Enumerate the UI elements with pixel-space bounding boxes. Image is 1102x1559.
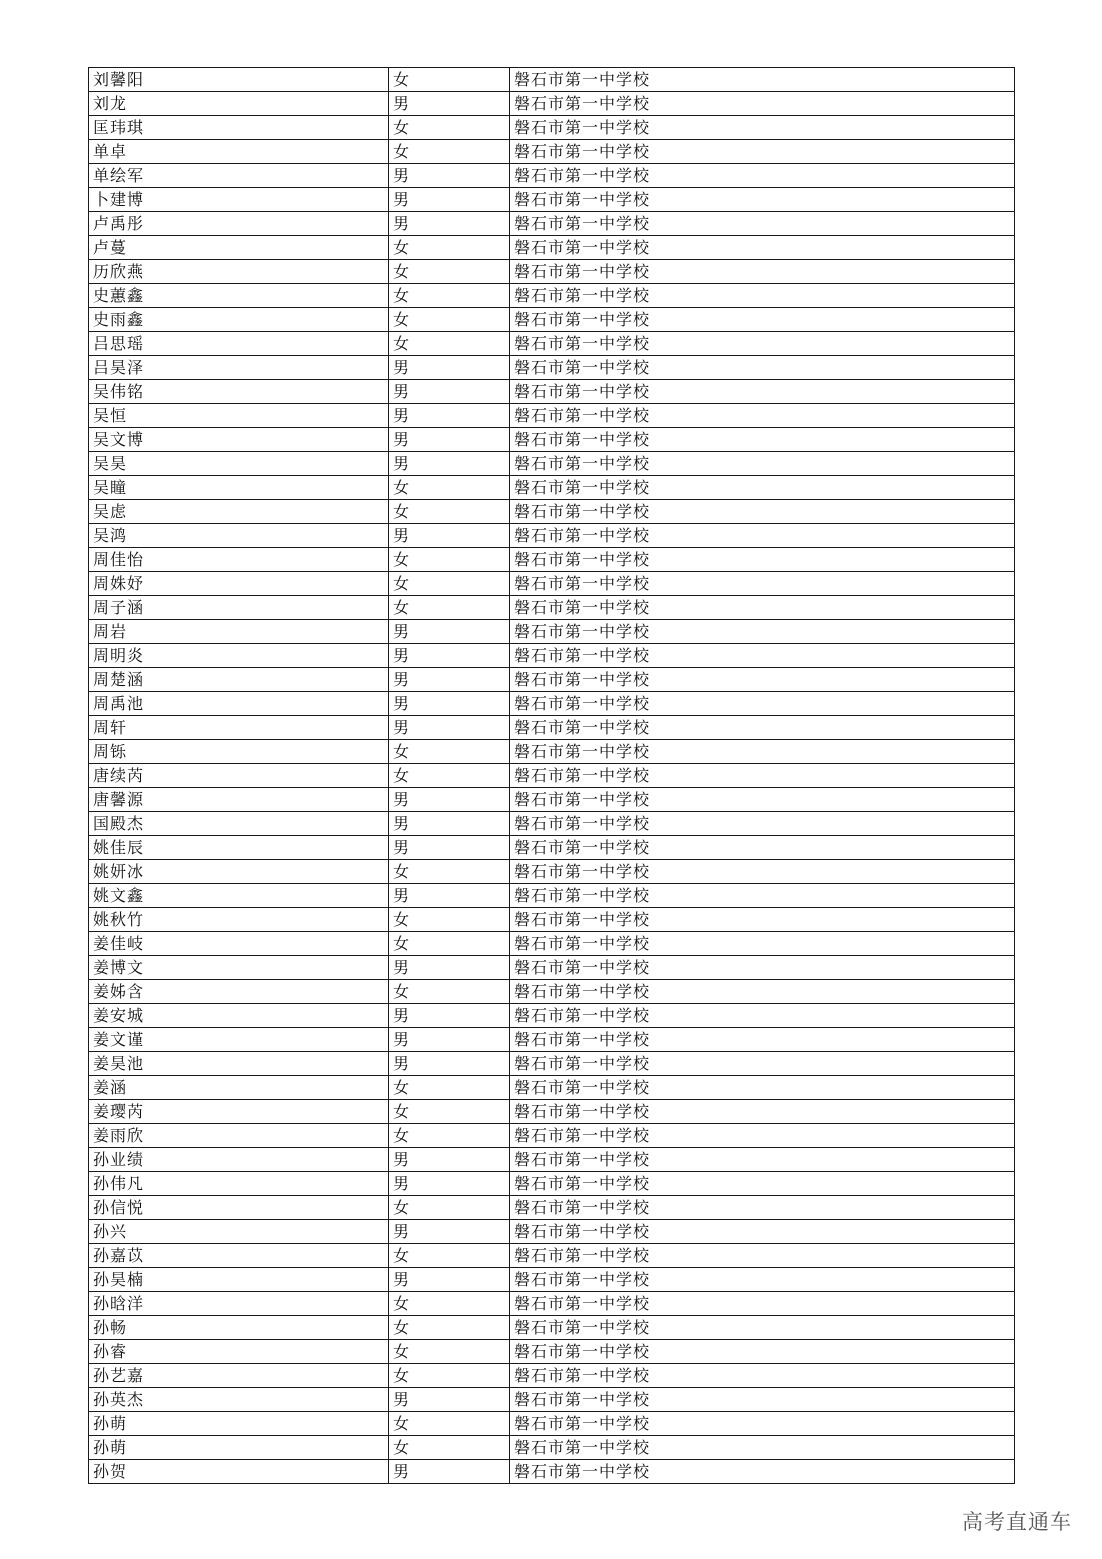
table-row [89, 1292, 1015, 1316]
gender-cell: 女 [389, 1124, 510, 1148]
name-cell: 史雨鑫 [89, 308, 389, 332]
gender-cell: 男 [389, 644, 510, 668]
name-cell: 唐续芮 [89, 764, 389, 788]
table-row [89, 1100, 1015, 1124]
gender-cell: 男 [389, 1028, 510, 1052]
school-cell: 磐石市第一中学校 [510, 1196, 1015, 1220]
name-cell: 姜安城 [89, 1004, 389, 1028]
table-row [89, 68, 1015, 92]
table-row [89, 212, 1015, 236]
name-cell: 单卓 [89, 140, 389, 164]
gender-cell: 女 [389, 908, 510, 932]
school-cell: 磐石市第一中学校 [510, 1172, 1015, 1196]
table-row [89, 740, 1015, 764]
table-row [89, 1076, 1015, 1100]
name-cell: 吴伟铭 [89, 380, 389, 404]
table-row [89, 1052, 1015, 1076]
school-cell: 磐石市第一中学校 [510, 428, 1015, 452]
name-cell: 姜雨欣 [89, 1124, 389, 1148]
name-cell: 国殿杰 [89, 812, 389, 836]
school-cell: 磐石市第一中学校 [510, 956, 1015, 980]
table-row [89, 1460, 1015, 1484]
school-cell: 磐石市第一中学校 [510, 1004, 1015, 1028]
table-row [89, 620, 1015, 644]
gender-cell: 女 [389, 596, 510, 620]
table-row [89, 596, 1015, 620]
table-row [89, 644, 1015, 668]
table-row [89, 1244, 1015, 1268]
school-cell: 磐石市第一中学校 [510, 860, 1015, 884]
table-row [89, 1388, 1015, 1412]
gender-cell: 男 [389, 956, 510, 980]
gender-cell: 女 [389, 1244, 510, 1268]
school-cell: 磐石市第一中学校 [510, 716, 1015, 740]
name-cell: 孙萌 [89, 1436, 389, 1460]
name-cell: 单绘军 [89, 164, 389, 188]
school-cell: 磐石市第一中学校 [510, 1220, 1015, 1244]
table-row [89, 1412, 1015, 1436]
table-row [89, 548, 1015, 572]
gender-cell: 男 [389, 1388, 510, 1412]
gender-cell: 女 [389, 860, 510, 884]
table-row [89, 260, 1015, 284]
table-row [89, 572, 1015, 596]
school-cell: 磐石市第一中学校 [510, 452, 1015, 476]
table-row [89, 1196, 1015, 1220]
gender-cell: 女 [389, 1364, 510, 1388]
gender-cell: 男 [389, 716, 510, 740]
name-cell: 孙艺嘉 [89, 1364, 389, 1388]
gender-cell: 女 [389, 1316, 510, 1340]
table-row [89, 524, 1015, 548]
school-cell: 磐石市第一中学校 [510, 1340, 1015, 1364]
name-cell: 吴鸿 [89, 524, 389, 548]
school-cell: 磐石市第一中学校 [510, 596, 1015, 620]
name-cell: 孙畅 [89, 1316, 389, 1340]
table-row [89, 1124, 1015, 1148]
roster-table [88, 67, 1015, 1484]
table-row [89, 980, 1015, 1004]
school-cell: 磐石市第一中学校 [510, 548, 1015, 572]
table-row [89, 812, 1015, 836]
name-cell: 孙萌 [89, 1412, 389, 1436]
name-cell: 姜涵 [89, 1076, 389, 1100]
gender-cell: 男 [389, 188, 510, 212]
school-cell: 磐石市第一中学校 [510, 236, 1015, 260]
school-cell: 磐石市第一中学校 [510, 92, 1015, 116]
school-cell: 磐石市第一中学校 [510, 1028, 1015, 1052]
table-row [89, 284, 1015, 308]
school-cell: 磐石市第一中学校 [510, 1268, 1015, 1292]
name-cell: 姜姊含 [89, 980, 389, 1004]
school-cell: 磐石市第一中学校 [510, 1412, 1015, 1436]
table-row [89, 116, 1015, 140]
name-cell: 孙兴 [89, 1220, 389, 1244]
gender-cell: 男 [389, 836, 510, 860]
watermark: 高考直通车 [962, 1510, 1072, 1534]
name-cell: 周岩 [89, 620, 389, 644]
gender-cell: 女 [389, 68, 510, 92]
gender-cell: 女 [389, 932, 510, 956]
gender-cell: 女 [389, 1196, 510, 1220]
name-cell: 卜建博 [89, 188, 389, 212]
gender-cell: 女 [389, 1100, 510, 1124]
school-cell: 磐石市第一中学校 [510, 740, 1015, 764]
table-row [89, 764, 1015, 788]
table-row [89, 836, 1015, 860]
gender-cell: 男 [389, 428, 510, 452]
name-cell: 周楚涵 [89, 668, 389, 692]
name-cell: 周子涵 [89, 596, 389, 620]
table-row [89, 92, 1015, 116]
table-row [89, 476, 1015, 500]
table-row [89, 236, 1015, 260]
name-cell: 孙信悦 [89, 1196, 389, 1220]
gender-cell: 男 [389, 404, 510, 428]
gender-cell: 女 [389, 548, 510, 572]
school-cell: 磐石市第一中学校 [510, 140, 1015, 164]
table-row [89, 1028, 1015, 1052]
gender-cell: 男 [389, 164, 510, 188]
gender-cell: 女 [389, 1076, 510, 1100]
school-cell: 磐石市第一中学校 [510, 620, 1015, 644]
gender-cell: 男 [389, 1004, 510, 1028]
table-row [89, 140, 1015, 164]
gender-cell: 男 [389, 452, 510, 476]
school-cell: 磐石市第一中学校 [510, 1076, 1015, 1100]
name-cell: 史蕙鑫 [89, 284, 389, 308]
school-cell: 磐石市第一中学校 [510, 1316, 1015, 1340]
gender-cell: 男 [389, 524, 510, 548]
table-row [89, 1148, 1015, 1172]
school-cell: 磐石市第一中学校 [510, 332, 1015, 356]
name-cell: 孙昊楠 [89, 1268, 389, 1292]
gender-cell: 男 [389, 884, 510, 908]
table-row [89, 1340, 1015, 1364]
gender-cell: 男 [389, 788, 510, 812]
table-row [89, 428, 1015, 452]
gender-cell: 男 [389, 812, 510, 836]
name-cell: 吕思瑶 [89, 332, 389, 356]
gender-cell: 男 [389, 1460, 510, 1484]
school-cell: 磐石市第一中学校 [510, 1436, 1015, 1460]
table-row [89, 188, 1015, 212]
school-cell: 磐石市第一中学校 [510, 524, 1015, 548]
name-cell: 历欣燕 [89, 260, 389, 284]
gender-cell: 女 [389, 740, 510, 764]
table-row [89, 164, 1015, 188]
name-cell: 姚文鑫 [89, 884, 389, 908]
gender-cell: 男 [389, 1148, 510, 1172]
table-row [89, 1436, 1015, 1460]
name-cell: 吴虑 [89, 500, 389, 524]
school-cell: 磐石市第一中学校 [510, 788, 1015, 812]
table-row [89, 1172, 1015, 1196]
gender-cell: 男 [389, 668, 510, 692]
gender-cell: 男 [389, 620, 510, 644]
table-row [89, 1004, 1015, 1028]
gender-cell: 女 [389, 116, 510, 140]
name-cell: 孙睿 [89, 1340, 389, 1364]
name-cell: 周姝妤 [89, 572, 389, 596]
gender-cell: 男 [389, 356, 510, 380]
gender-cell: 男 [389, 1052, 510, 1076]
school-cell: 磐石市第一中学校 [510, 476, 1015, 500]
school-cell: 磐石市第一中学校 [510, 284, 1015, 308]
gender-cell: 男 [389, 212, 510, 236]
gender-cell: 女 [389, 1340, 510, 1364]
name-cell: 姜昊池 [89, 1052, 389, 1076]
school-cell: 磐石市第一中学校 [510, 1052, 1015, 1076]
gender-cell: 女 [389, 140, 510, 164]
school-cell: 磐石市第一中学校 [510, 116, 1015, 140]
name-cell: 唐馨源 [89, 788, 389, 812]
table-row [89, 452, 1015, 476]
name-cell: 孙伟凡 [89, 1172, 389, 1196]
table-row [89, 1364, 1015, 1388]
gender-cell: 男 [389, 1220, 510, 1244]
school-cell: 磐石市第一中学校 [510, 884, 1015, 908]
table-row [89, 500, 1015, 524]
school-cell: 磐石市第一中学校 [510, 812, 1015, 836]
table-row [89, 404, 1015, 428]
table-row [89, 308, 1015, 332]
gender-cell: 女 [389, 284, 510, 308]
name-cell: 姜文谨 [89, 1028, 389, 1052]
table-row [89, 332, 1015, 356]
table-row [89, 932, 1015, 956]
name-cell: 吴瞳 [89, 476, 389, 500]
gender-cell: 男 [389, 1172, 510, 1196]
school-cell: 磐石市第一中学校 [510, 1364, 1015, 1388]
name-cell: 姜博文 [89, 956, 389, 980]
table-row [89, 716, 1015, 740]
school-cell: 磐石市第一中学校 [510, 308, 1015, 332]
table-row [89, 860, 1015, 884]
table-row [89, 1268, 1015, 1292]
school-cell: 磐石市第一中学校 [510, 692, 1015, 716]
name-cell: 孙贺 [89, 1460, 389, 1484]
school-cell: 磐石市第一中学校 [510, 644, 1015, 668]
school-cell: 磐石市第一中学校 [510, 164, 1015, 188]
gender-cell: 女 [389, 980, 510, 1004]
gender-cell: 女 [389, 500, 510, 524]
table-row [89, 356, 1015, 380]
gender-cell: 女 [389, 260, 510, 284]
gender-cell: 男 [389, 1268, 510, 1292]
name-cell: 吴恒 [89, 404, 389, 428]
gender-cell: 女 [389, 332, 510, 356]
gender-cell: 女 [389, 1292, 510, 1316]
name-cell: 孙晗洋 [89, 1292, 389, 1316]
name-cell: 姚妍冰 [89, 860, 389, 884]
school-cell: 磐石市第一中学校 [510, 68, 1015, 92]
name-cell: 姚秋竹 [89, 908, 389, 932]
name-cell: 周佳怡 [89, 548, 389, 572]
school-cell: 磐石市第一中学校 [510, 572, 1015, 596]
name-cell: 吕昊泽 [89, 356, 389, 380]
school-cell: 磐石市第一中学校 [510, 500, 1015, 524]
table-row [89, 692, 1015, 716]
school-cell: 磐石市第一中学校 [510, 188, 1015, 212]
name-cell: 刘龙 [89, 92, 389, 116]
name-cell: 姚佳辰 [89, 836, 389, 860]
school-cell: 磐石市第一中学校 [510, 212, 1015, 236]
school-cell: 磐石市第一中学校 [510, 1292, 1015, 1316]
gender-cell: 女 [389, 764, 510, 788]
table-row [89, 1220, 1015, 1244]
school-cell: 磐石市第一中学校 [510, 1124, 1015, 1148]
school-cell: 磐石市第一中学校 [510, 764, 1015, 788]
school-cell: 磐石市第一中学校 [510, 356, 1015, 380]
table-row [89, 956, 1015, 980]
gender-cell: 女 [389, 1412, 510, 1436]
school-cell: 磐石市第一中学校 [510, 260, 1015, 284]
name-cell: 孙嘉苡 [89, 1244, 389, 1268]
name-cell: 刘馨阳 [89, 68, 389, 92]
table-row [89, 884, 1015, 908]
school-cell: 磐石市第一中学校 [510, 380, 1015, 404]
name-cell: 吴文博 [89, 428, 389, 452]
table-row [89, 380, 1015, 404]
gender-cell: 男 [389, 692, 510, 716]
name-cell: 孙英杰 [89, 1388, 389, 1412]
gender-cell: 女 [389, 308, 510, 332]
name-cell: 吴昊 [89, 452, 389, 476]
name-cell: 卢禹彤 [89, 212, 389, 236]
school-cell: 磐石市第一中学校 [510, 932, 1015, 956]
school-cell: 磐石市第一中学校 [510, 1100, 1015, 1124]
school-cell: 磐石市第一中学校 [510, 1244, 1015, 1268]
table-row [89, 668, 1015, 692]
table-row [89, 1316, 1015, 1340]
name-cell: 孙业绩 [89, 1148, 389, 1172]
gender-cell: 女 [389, 476, 510, 500]
school-cell: 磐石市第一中学校 [510, 1148, 1015, 1172]
school-cell: 磐石市第一中学校 [510, 1460, 1015, 1484]
school-cell: 磐石市第一中学校 [510, 668, 1015, 692]
gender-cell: 男 [389, 92, 510, 116]
gender-cell: 女 [389, 1436, 510, 1460]
school-cell: 磐石市第一中学校 [510, 404, 1015, 428]
name-cell: 周轩 [89, 716, 389, 740]
school-cell: 磐石市第一中学校 [510, 980, 1015, 1004]
gender-cell: 女 [389, 236, 510, 260]
roster-body [89, 68, 1015, 1484]
name-cell: 卢蔓 [89, 236, 389, 260]
gender-cell: 女 [389, 572, 510, 596]
school-cell: 磐石市第一中学校 [510, 908, 1015, 932]
school-cell: 磐石市第一中学校 [510, 836, 1015, 860]
table-row [89, 788, 1015, 812]
name-cell: 姜璎芮 [89, 1100, 389, 1124]
name-cell: 周明炎 [89, 644, 389, 668]
gender-cell: 男 [389, 380, 510, 404]
name-cell: 匡玮琪 [89, 116, 389, 140]
name-cell: 周铄 [89, 740, 389, 764]
table-row [89, 908, 1015, 932]
name-cell: 姜佳岐 [89, 932, 389, 956]
name-cell: 周禹池 [89, 692, 389, 716]
school-cell: 磐石市第一中学校 [510, 1388, 1015, 1412]
